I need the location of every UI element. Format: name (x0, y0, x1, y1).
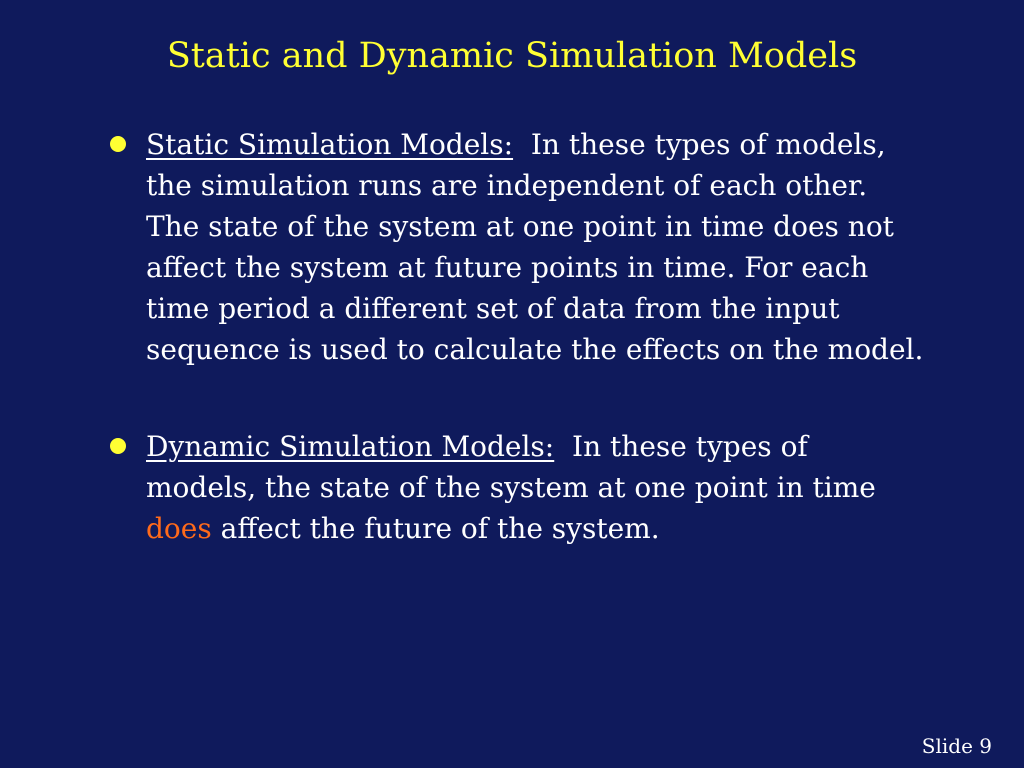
bullet-dot-icon (110, 136, 126, 152)
bullet-dot-icon (110, 438, 126, 454)
bullet-line: models, the state of the system at one point in time (146, 471, 876, 504)
highlight-word: does (146, 512, 212, 545)
slide-number (922, 734, 992, 758)
bullet-line (146, 124, 966, 165)
bullet-line-text: In these types of (572, 430, 808, 463)
bullet-text-static (146, 124, 966, 370)
bullet-line (146, 426, 966, 467)
slide-title: Static and Dynamic Simulation Models (166, 36, 858, 76)
slide-number-value: 9 (979, 734, 992, 758)
bullet-line: The state of the system at one point in time does not (146, 210, 894, 243)
bullet-line-text: affect the future of the system. (220, 512, 660, 545)
bullet-line: affect the system at future points in time. For each (146, 251, 869, 284)
bullet-text-dynamic (146, 426, 966, 549)
bullet-line: sequence is used to calculate the effects on the model. (146, 333, 924, 366)
bullet-line-text: In these types of models, (530, 128, 886, 161)
term-dynamic: Dynamic Simulation Models: (146, 430, 555, 463)
term-static: Static Simulation Models: (146, 128, 514, 161)
bullet-line: time period a different set of data from the input (146, 292, 840, 325)
slide-label: Slide (921, 734, 973, 758)
bullet-line: the simulation runs are independent of each other. (146, 169, 868, 202)
bullet-line (146, 508, 966, 549)
